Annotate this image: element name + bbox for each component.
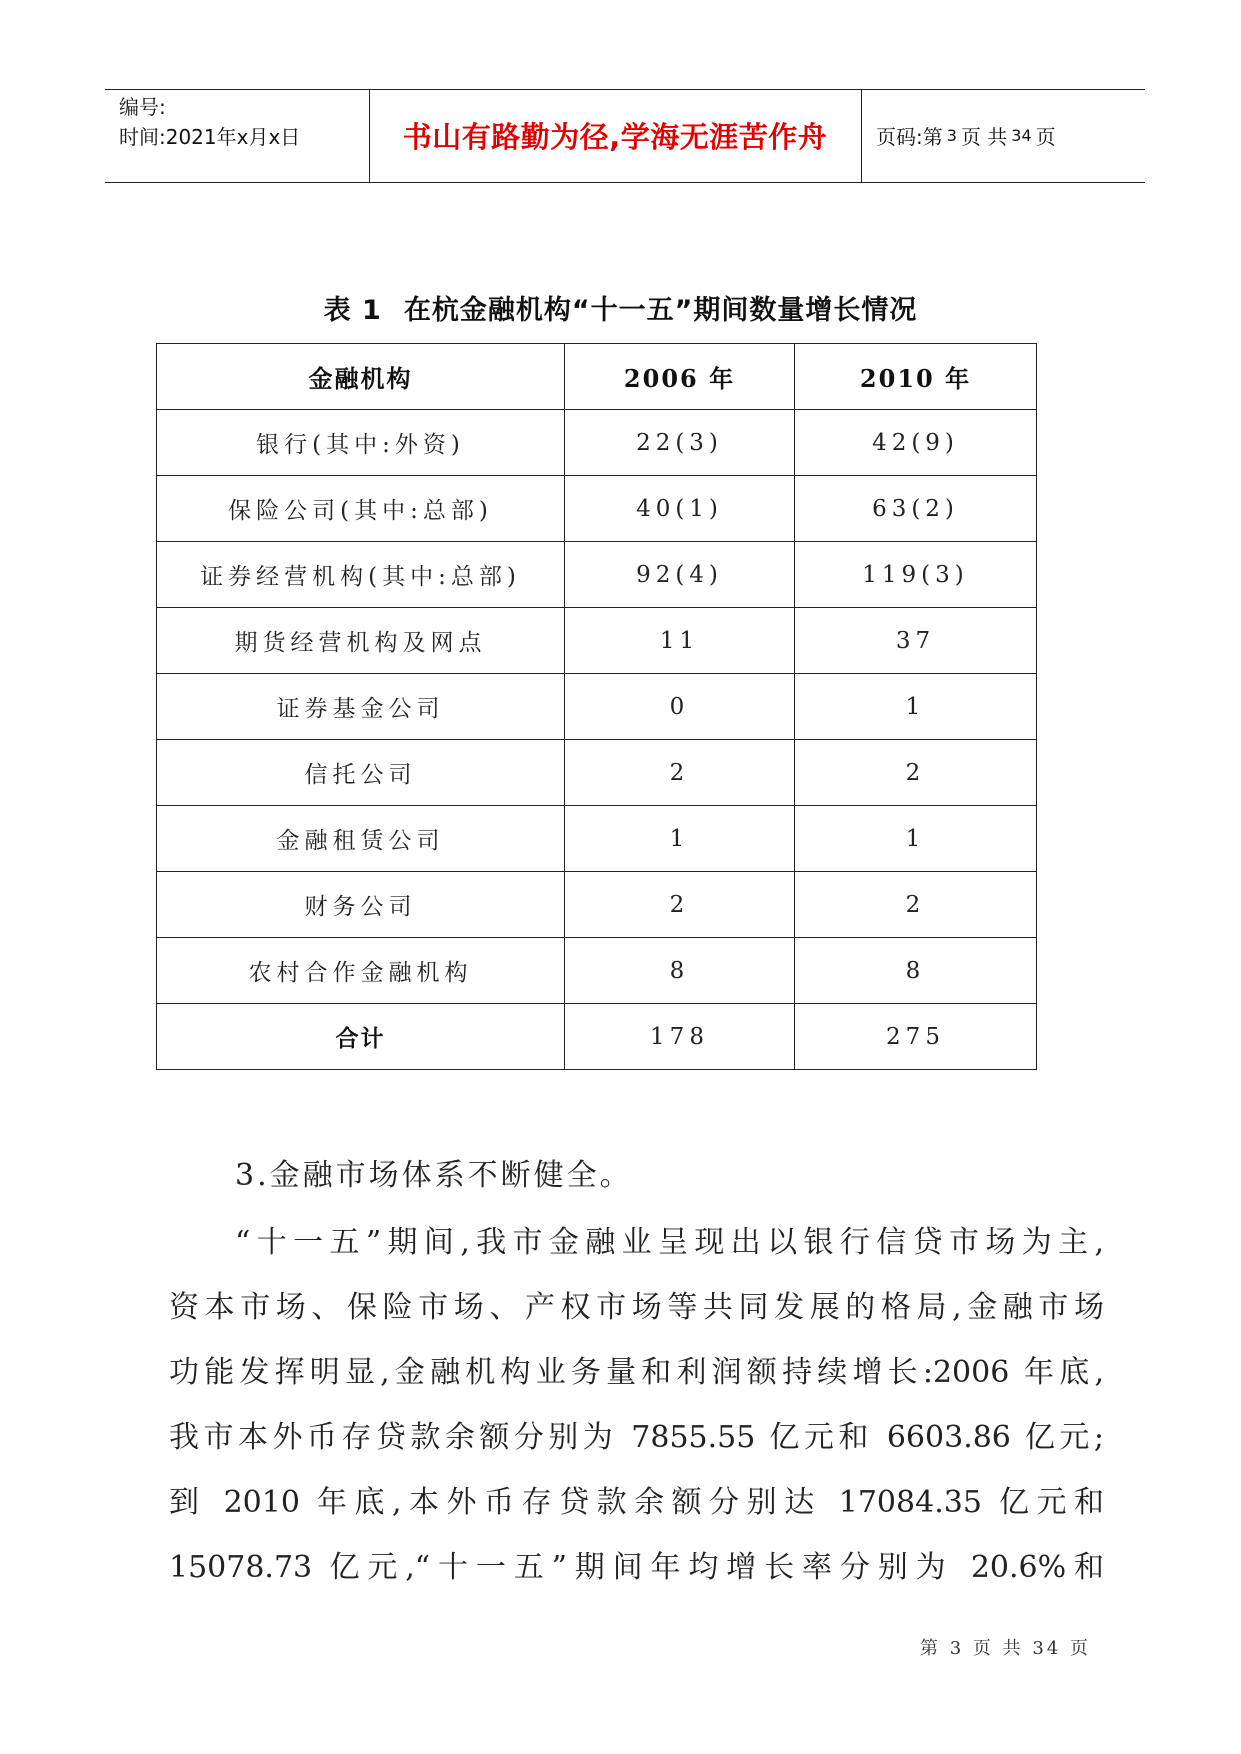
paragraph-line: 我市本外币存贷款余额分别为 7855.55 亿元和 6603.86 亿元; (169, 1420, 1104, 1455)
cell-2010: 63(2) (795, 476, 1037, 542)
header-2006: 2006 年 (565, 344, 795, 410)
table-row (157, 674, 1037, 740)
cell-2010: 119(3) (795, 542, 1037, 608)
table-header-row (157, 344, 1037, 410)
institution-table (156, 343, 1037, 1070)
cell-2010: 42(9) (795, 410, 1037, 476)
header-2010: 2010 年 (795, 344, 1037, 410)
table-row (157, 542, 1037, 608)
page-current: 3 (946, 126, 957, 145)
page-prefix: 页码:第 (876, 125, 943, 149)
header-meta (119, 92, 300, 152)
cell-institution: 证券经营机构(其中:总部) (157, 542, 565, 608)
header-bottom-rule (105, 182, 1145, 183)
table-row (157, 938, 1037, 1004)
page-total: 34 (1011, 126, 1032, 145)
paragraph-line: 资本市场、保险市场、产权市场等共同发展的格局,金融市场 (169, 1290, 1104, 1325)
table-row (157, 476, 1037, 542)
paragraph-line: 15078.73 亿元,“十一五”期间年均增长率分别为 20.6%和 (169, 1550, 1104, 1585)
cell-2006: 40(1) (565, 476, 795, 542)
serial-label: 编号: (119, 95, 166, 119)
cell-institution: 保险公司(其中:总部) (157, 476, 565, 542)
cell-2010: 1 (795, 806, 1037, 872)
cell-2010: 37 (795, 608, 1037, 674)
cell-institution: 信托公司 (157, 740, 565, 806)
total-label: 合计 (157, 1004, 565, 1070)
cell-2010: 8 (795, 938, 1037, 1004)
cell-2006: 0 (565, 674, 795, 740)
header-institution: 金融机构 (157, 344, 565, 410)
table-caption-label: 表 1 (323, 295, 382, 326)
paragraph-line: 功能发挥明显,金融机构业务量和利润额持续增长:2006 年底, (169, 1355, 1104, 1390)
page-footer: 第 3 页 共 34 页 (920, 1638, 1091, 1659)
header-page-number (876, 89, 1056, 182)
cell-2006: 1 (565, 806, 795, 872)
section-heading: 3.金融市场体系不断健全。 (235, 1158, 633, 1193)
cell-2010: 1 (795, 674, 1037, 740)
total-2006: 178 (565, 1004, 795, 1070)
table-total-row (157, 1004, 1037, 1070)
cell-institution: 金融租赁公司 (157, 806, 565, 872)
cell-2006: 8 (565, 938, 795, 1004)
table-caption (0, 288, 1241, 327)
table-caption-title: 在杭金融机构“十一五”期间数量增长情况 (403, 295, 918, 326)
table-row (157, 806, 1037, 872)
header-motto: 书山有路勤为径,学海无涯苦作舟 (402, 120, 828, 154)
cell-institution: 证券基金公司 (157, 674, 565, 740)
page-suffix: 页 (1035, 125, 1056, 149)
cell-2006: 92(4) (565, 542, 795, 608)
table-row (157, 410, 1037, 476)
body-paragraph (169, 1210, 1104, 1600)
page-mid: 页 共 (960, 125, 1008, 149)
table-row (157, 740, 1037, 806)
total-2010: 275 (795, 1004, 1037, 1070)
paragraph-line: “十一五”期间,我市金融业呈现出以银行信贷市场为主, (235, 1225, 1104, 1260)
cell-institution: 农村合作金融机构 (157, 938, 565, 1004)
paragraph-line: 到 2010 年底,本外币存贷款余额分别达 17084.35 亿元和 (169, 1485, 1104, 1520)
cell-institution: 财务公司 (157, 872, 565, 938)
cell-2006: 2 (565, 872, 795, 938)
cell-2006: 11 (565, 608, 795, 674)
time-label: 时间:2021年x月x日 (119, 125, 301, 149)
cell-2006: 22(3) (565, 410, 795, 476)
cell-institution: 银行(其中:外资) (157, 410, 565, 476)
table-row (157, 608, 1037, 674)
cell-2010: 2 (795, 740, 1037, 806)
cell-institution: 期货经营机构及网点 (157, 608, 565, 674)
cell-2006: 2 (565, 740, 795, 806)
table-row (157, 872, 1037, 938)
cell-2010: 2 (795, 872, 1037, 938)
header-divider-right (861, 89, 862, 182)
